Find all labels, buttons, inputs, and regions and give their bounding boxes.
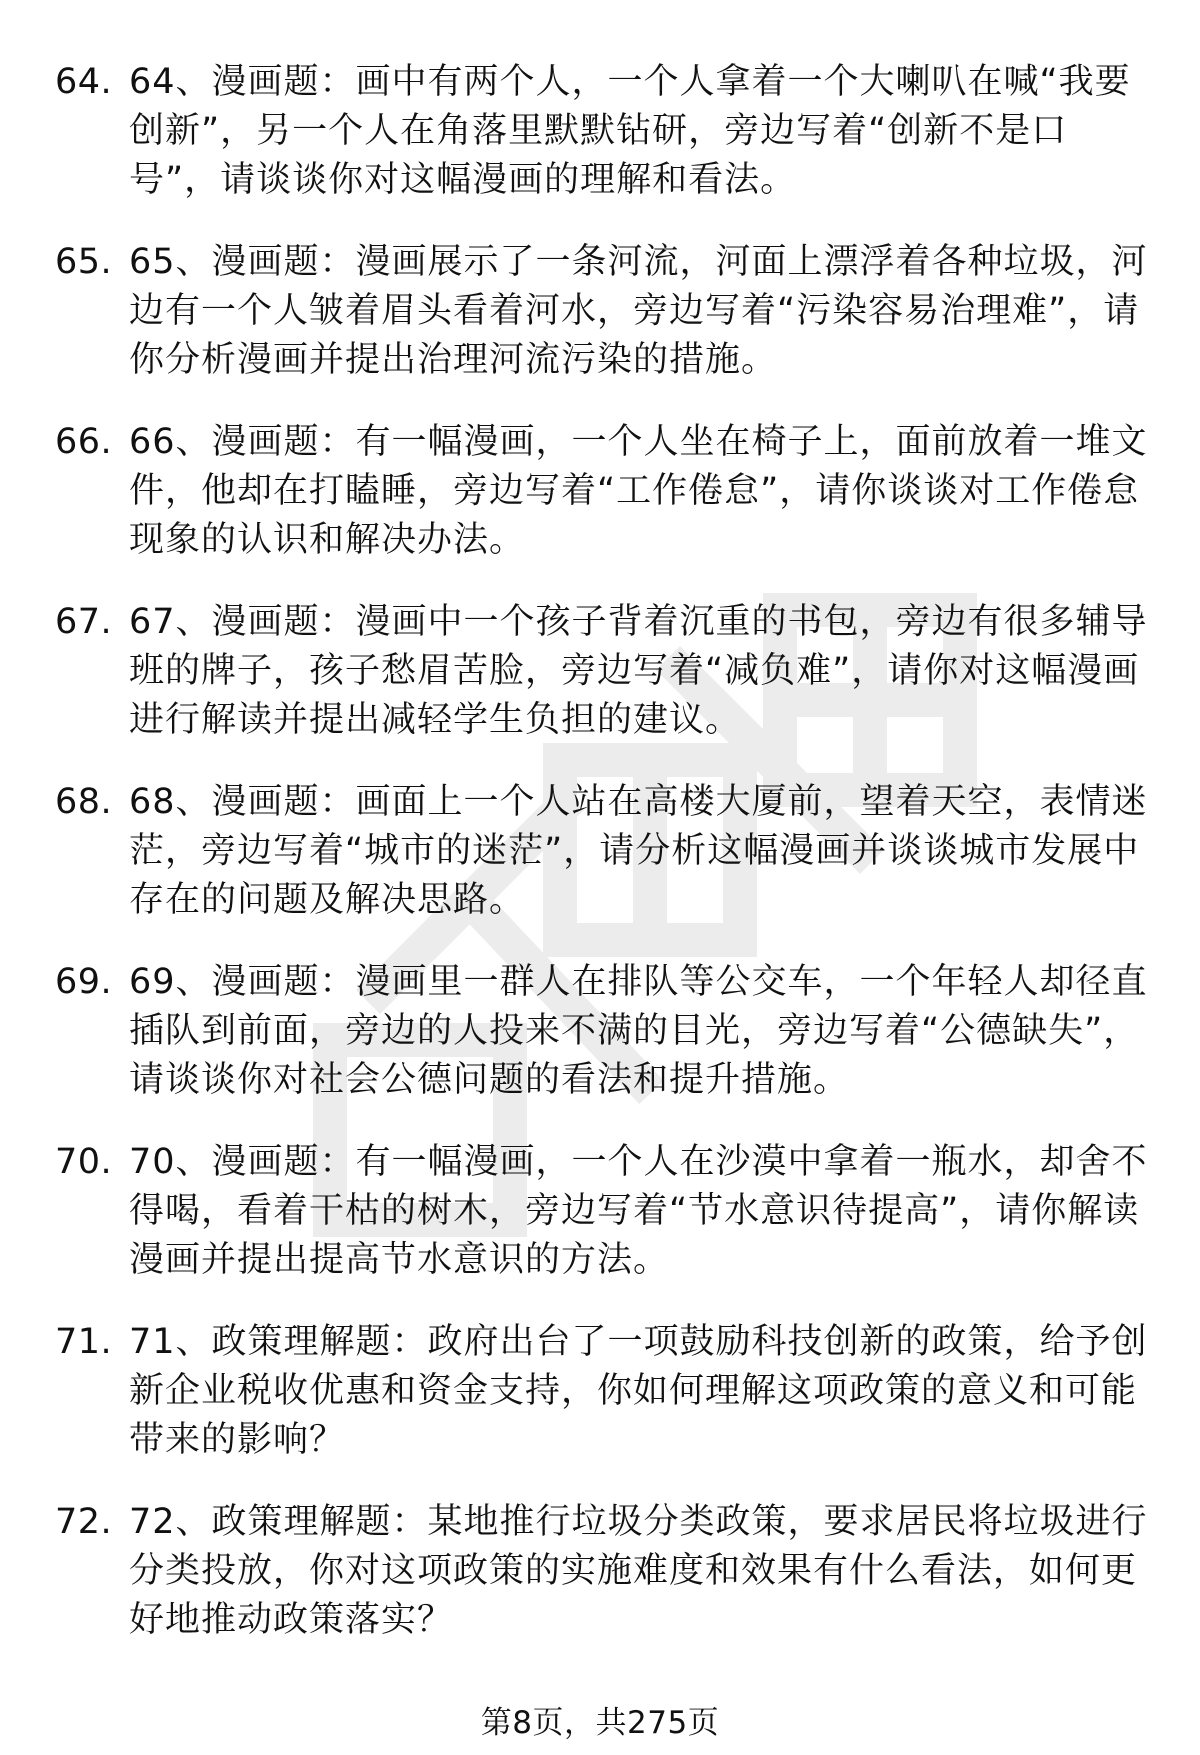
item-text: 70、漫画题：有一幅漫画，一个人在沙漠中拿着一瓶水，却舍不得喝，看着干枯的树木，旁边写着“节水意识待提高”，请你解读漫画并提出提高节水意识的方法。: [129, 1142, 1148, 1280]
item-text: 66、漫画题：有一幅漫画，一个人坐在椅子上，面前放着一堆文件，他却在打瞌睡，旁边写着“工作倦怠”，请你谈谈对工作倦怠现象的认识和解决办法。: [129, 422, 1148, 560]
list-item: [0, 1318, 1200, 1498]
item-number: 66.: [55, 422, 113, 462]
item-text: 67、漫画题：漫画中一个孩子背着沉重的书包，旁边有很多辅导班的牌子，孩子愁眉苦脸，旁边写着“减负难”，请你对这幅漫画进行解读并提出减轻学生负担的建议。: [129, 602, 1148, 740]
list-item: [0, 958, 1200, 1138]
item-text: 65、漫画题：漫画展示了一条河流，河面上漂浮着各种垃圾，河边有一个人皱着眉头看着河水，旁边写着“污染容易治理难”，请你分析漫画并提出治理河流污染的措施。: [129, 242, 1148, 380]
list-item: [0, 1138, 1200, 1318]
item-number: 71.: [55, 1322, 113, 1362]
item-text: 69、漫画题：漫画里一群人在排队等公交车，一个年轻人却径直插队到前面，旁边的人投来不满的目光，旁边写着“公德缺失”，请谈谈你对社会公德问题的看法和提升措施。: [129, 962, 1148, 1100]
item-number: 67.: [55, 602, 113, 642]
list-item: [0, 418, 1200, 598]
question-list: [0, 58, 1200, 1678]
item-number: 65.: [55, 242, 113, 282]
item-number: 69.: [55, 962, 113, 1002]
list-item: [0, 238, 1200, 418]
item-text: 72、政策理解题：某地推行垃圾分类政策，要求居民将垃圾进行分类投放，你对这项政策的实施难度和效果有什么看法，如何更好地推动政策落实？: [129, 1502, 1148, 1640]
list-item: [0, 58, 1200, 238]
item-number: 68.: [55, 782, 113, 822]
item-number: 64.: [55, 62, 113, 102]
list-item: [0, 1498, 1200, 1678]
item-number: 72.: [55, 1502, 113, 1542]
item-text: 64、漫画题：画中有两个人，一个人拿着一个大喇叭在喊“我要创新”，另一个人在角落里默默钻研，旁边写着“创新不是口号”，请谈谈你对这幅漫画的理解和看法。: [129, 62, 1131, 200]
item-number: 70.: [55, 1142, 113, 1182]
list-item: [0, 778, 1200, 958]
item-text: 71、政策理解题：政府出台了一项鼓励科技创新的政策，给予创新企业税收优惠和资金支持，你如何理解这项政策的意义和可能带来的影响？: [129, 1322, 1148, 1460]
list-item: [0, 598, 1200, 778]
item-text: 68、漫画题：画面上一个人站在高楼大厦前，望着天空，表情迷茫，旁边写着“城市的迷茫”，请分析这幅漫画并谈谈城市发展中存在的问题及解决思路。: [129, 782, 1148, 920]
page-footer: 第8页，共275页: [480, 1705, 720, 1741]
